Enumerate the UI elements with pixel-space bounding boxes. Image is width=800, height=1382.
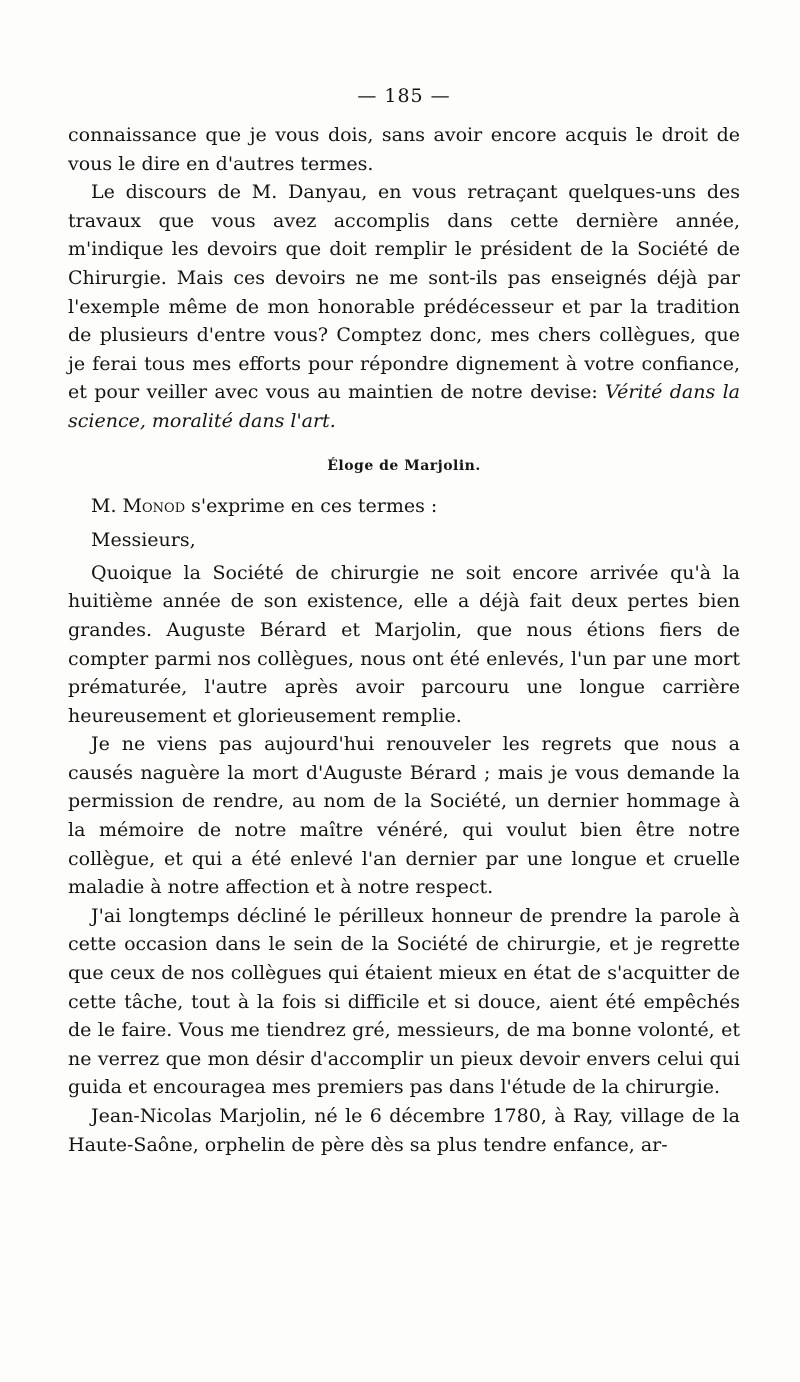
page-number: — 185 — xyxy=(357,85,451,107)
intro-paragraph-1: connaissance que je vous dois, sans avoir encore acquis le droit de vous le dire en d'autres termes. xyxy=(68,124,740,175)
section-heading: Éloge de Marjolin. xyxy=(327,457,481,474)
speaker-line xyxy=(68,492,740,521)
body-paragraph-3: J'ai longtemps décliné le périlleux honneur de prendre la parole à cette occasion dans le sein de la Société de chirurgie, et je regrette que ceux de nos collègues qui étaient mieux en état de s'acquitter de cette tâche, tout à la fois si difficile et si douce, aient été empêchés de le faire. Vous me tiendrez gré, messieurs, de ma bonne volonté, et ne verrez que mon désir d'accomplir un pieux devoir envers celui qui guida et encouragea mes premiers pas dans l'étude de la chirurgie. xyxy=(68,904,740,1099)
body-paragraph-1: Quoique la Société de chirurgie ne soit encore arrivée qu'à la huitième année de son existence, elle a déjà fait deux pertes bien grandes. Auguste Bérard et Marjolin, que nous étions fiers de compter parmi nos collègues, nous ont été enlevés, l'un par une mort prématurée, l'autre après avoir parcouru une longue carrière heureusement et glorieusement remplie. xyxy=(68,561,740,727)
intro-paragraph-2 xyxy=(68,178,740,435)
motto: Vérité dans la science, moralité dans l'art. xyxy=(68,381,741,432)
speaker-prefix: M. xyxy=(91,494,117,517)
body-paragraph-4: Jean-Nicolas Marjolin, né le 6 décembre 1780, à Ray, village de la Haute-Saône, orphelin de père dès sa plus tendre enfance, ar- xyxy=(68,1105,740,1156)
body-paragraph-2: Je ne viens pas aujourd'hui renouveler les regrets que nous a causés naguère la mort d'Auguste Bérard ; mais je vous demande la permission de rendre, au nom de la Société, un dernier hommage à la mémoire de notre maître vénéré, qui voulut bien être notre collègue, et qui a été enlevé l'an dernier par une longue et cruelle maladie à notre affection et à notre respect. xyxy=(68,733,740,899)
intro-paragraph-2-text: Le discours de M. Danyau, en vous retraçant quelques-uns des travaux que vous avez accomplis dans cette dernière année, m'indique les devoirs que doit remplir le président de la Société de Chirurgie. Mais ces devoirs ne me sont-ils pas enseignés déjà par l'exemple même de mon honorable prédécesseur et par la tradition de plusieurs d'entre vous? Comptez donc, mes chers collègues, que je ferai tous mes efforts pour répondre dignement à votre confiance, et pour veiller avec vous au maintien de notre devise: xyxy=(68,181,740,404)
salutation: Messieurs, xyxy=(91,529,196,552)
speaker-name: Monod xyxy=(122,494,186,517)
speaker-rest: s'exprime en ces termes : xyxy=(191,494,438,517)
